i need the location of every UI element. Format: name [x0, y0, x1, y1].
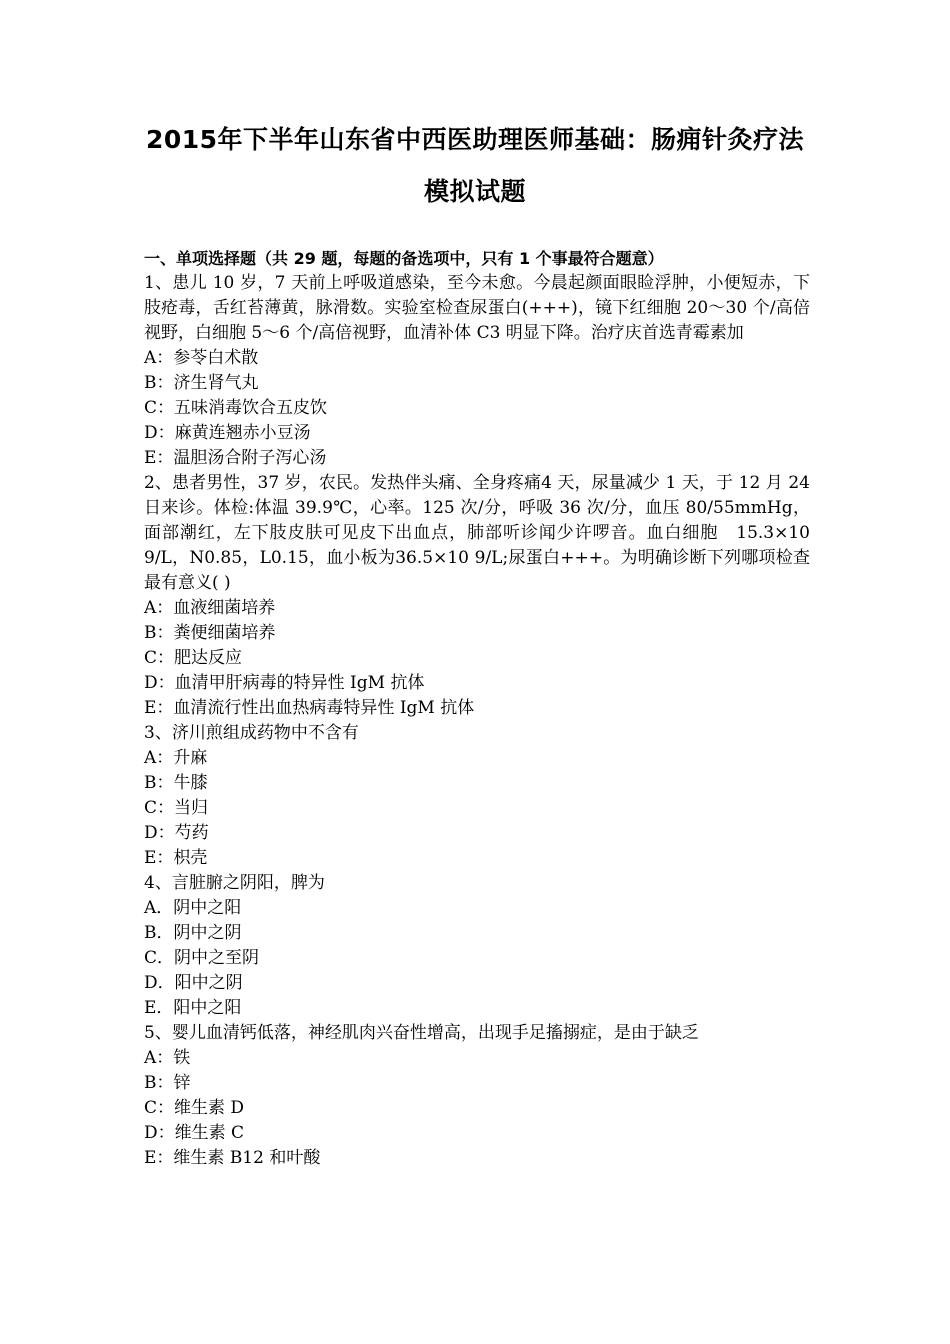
question-5 [144, 1021, 810, 1171]
option-b: B：锌 [144, 1073, 191, 1093]
document-title-line-1: 2015年下半年山东省中西医助理医师基础：肠痈针灸疗法 [145, 125, 805, 154]
option-e: E：枳壳 [144, 848, 208, 868]
option-a: A：铁 [144, 1048, 191, 1068]
question-stem: 2、患者男性，37 岁，农民。发热伴头痛、全身疼痛4 天，尿量减少 1 天，于 12 月 24 日来诊。体检:体温 39.9℃，心率。125 次/分，呼吸 36 次/分，血压 80/55mmHg，面部潮红，左下肢皮肤可见皮下出血点，肺部听诊闻少许啰音。血白细胞 15.3×10 9/L，N0.85，L0.15，血小板为36.5×10 9/L;尿蛋白+++。为明确诊断下列哪项检查最有意义( ) [144, 473, 810, 593]
document-title-line-2: 模拟试题 [423, 177, 526, 206]
option-c: C：五味消毒饮合五皮饮 [144, 398, 328, 418]
question-stem: 1、患儿 10 岁，7 天前上呼吸道感染，至今未愈。今晨起颜面眼睑浮肿，小便短赤，下肢疮毒，舌红苔薄黄，脉滑数。实验室检查尿蛋白(+++)，镜下红细胞 20～30 个/高倍视野，白细胞 5～6 个/高倍视野，血清补体 C3 明显下降。治疗庆首选青霉素加 [144, 273, 810, 343]
option-b: B：济生肾气丸 [144, 373, 259, 393]
option-b: B．阴中之阴 [144, 923, 242, 943]
question-stem: 5、婴儿血清钙低落，神经肌肉兴奋性增高，出现手足搐搦症，是由于缺乏 [144, 1023, 699, 1043]
option-c: C：维生素 D [144, 1098, 245, 1118]
section-heading: 一、单项选择题（共 29 题，每题的备选项中，只有 1 个事最符合题意） [144, 249, 664, 268]
question-stem: 4、言脏腑之阴阳，脾为 [144, 873, 325, 893]
question-3 [144, 721, 810, 871]
question-4 [144, 871, 810, 1021]
option-d: D：血清甲肝病毒的特异性 IgM 抗体 [144, 673, 425, 693]
option-e: E．阳中之阳 [144, 998, 242, 1018]
option-d: D：麻黄连翘赤小豆汤 [144, 423, 311, 443]
option-a: A：参苓白术散 [144, 348, 259, 368]
question-stem: 3、济川煎组成药物中不含有 [144, 723, 359, 743]
option-a: A．阴中之阳 [144, 898, 242, 918]
document-body [144, 246, 810, 1171]
option-c: C：当归 [144, 798, 209, 818]
option-b: B：粪便细菌培养 [144, 623, 276, 643]
option-a: A：升麻 [144, 748, 208, 768]
option-c: C：肥达反应 [144, 648, 243, 668]
option-e: E：维生素 B12 和叶酸 [144, 1148, 321, 1168]
option-e: E：温胆汤合附子泻心汤 [144, 448, 327, 468]
option-e: E：血清流行性出血热病毒特异性 IgM 抗体 [144, 698, 475, 718]
option-d: D．阳中之阴 [144, 973, 243, 993]
option-d: D：芍药 [144, 823, 209, 843]
question-1 [144, 271, 810, 471]
question-2 [144, 471, 810, 721]
option-c: C．阴中之至阴 [144, 948, 260, 968]
option-b: B：牛膝 [144, 773, 208, 793]
option-a: A：血液细菌培养 [144, 598, 276, 618]
option-d: D：维生素 C [144, 1123, 245, 1143]
